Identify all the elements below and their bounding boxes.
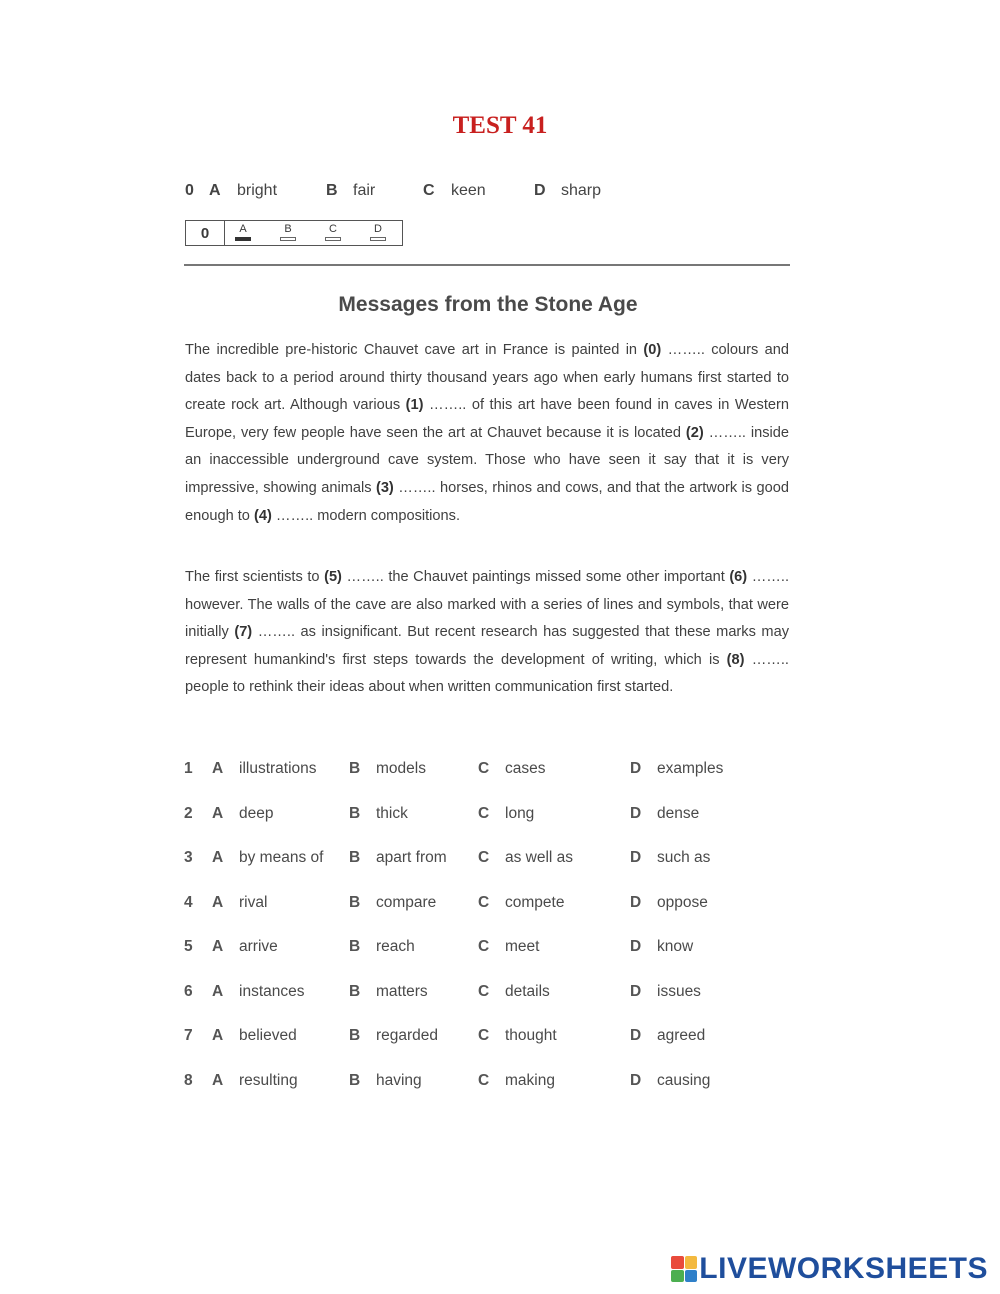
gap-number: (5) xyxy=(324,569,342,585)
option-letter-b: B xyxy=(349,849,361,866)
option-a: by means of xyxy=(239,849,324,866)
option-letter-b: B xyxy=(349,1071,361,1089)
gap-number: (4) xyxy=(253,507,272,524)
liveworksheets-brand xyxy=(671,1252,988,1286)
option-b: thick xyxy=(376,804,408,822)
option-letter-c: C xyxy=(478,982,490,1000)
brand-name: LIVEWORKSHEETS xyxy=(699,1252,988,1285)
option-a: arrive xyxy=(239,938,278,955)
question-number: 1 xyxy=(184,760,193,777)
answer-box-mark xyxy=(280,237,296,241)
answer-box-number: 0 xyxy=(186,221,225,245)
option-a: believed xyxy=(239,1027,297,1044)
option-c: details xyxy=(505,982,550,1000)
option-d: know xyxy=(657,938,694,955)
question-number: 2 xyxy=(184,804,193,822)
example-number: 0 xyxy=(185,182,194,199)
gap-number: (7) xyxy=(234,624,253,641)
example-option-d: sharp xyxy=(561,182,602,199)
option-d: oppose xyxy=(657,893,708,911)
gap-number: (3) xyxy=(375,479,394,496)
logo-square xyxy=(671,1270,684,1283)
option-letter-a: A xyxy=(212,982,224,1000)
option-d: examples xyxy=(657,760,724,777)
option-b: reach xyxy=(376,938,415,955)
option-c: meet xyxy=(505,938,540,955)
option-letter-d: D xyxy=(630,760,642,777)
option-letter-a: A xyxy=(212,1027,224,1044)
gap-number: (8) xyxy=(726,651,745,668)
option-b: matters xyxy=(376,982,428,1000)
option-letter-c: C xyxy=(478,804,490,822)
example-option-a: bright xyxy=(237,182,278,199)
question-number: 7 xyxy=(184,1027,193,1044)
option-c: thought xyxy=(505,1027,557,1044)
option-letter-a: A xyxy=(212,760,224,777)
option-d: dense xyxy=(657,804,700,822)
gap-number: (2) xyxy=(685,424,704,441)
question-number: 6 xyxy=(184,982,193,1000)
logo-square xyxy=(685,1270,698,1283)
gap-number: (1) xyxy=(405,397,424,414)
example-letter-d: D xyxy=(534,182,546,199)
option-letter-d: D xyxy=(630,938,642,955)
logo-square xyxy=(685,1256,698,1269)
option-a: resulting xyxy=(239,1071,298,1089)
option-b: having xyxy=(376,1071,422,1089)
option-letter-b: B xyxy=(349,760,361,777)
answer-box-option-c xyxy=(323,223,343,241)
option-letter-d: D xyxy=(630,982,642,1000)
option-b: regarded xyxy=(376,1027,439,1044)
option-letter-c: C xyxy=(478,938,490,955)
option-letter-d: D xyxy=(630,1027,642,1044)
option-letter-a: A xyxy=(212,1071,224,1089)
option-d: agreed xyxy=(657,1027,706,1044)
page-title: TEST 41 xyxy=(452,112,548,139)
option-letter-c: C xyxy=(478,760,490,777)
answer-box-option-d xyxy=(368,223,388,241)
answer-box-option-b xyxy=(278,223,298,241)
option-letter-c: C xyxy=(478,893,490,911)
option-letter-d: D xyxy=(630,893,642,911)
option-letter-a: A xyxy=(212,893,224,911)
question-number: 8 xyxy=(184,1071,193,1089)
answer-box-letter: C xyxy=(329,223,337,235)
logo-square xyxy=(671,1256,684,1269)
option-b: apart from xyxy=(376,849,447,866)
option-letter-d: D xyxy=(630,804,642,822)
divider xyxy=(184,264,790,266)
option-letter-b: B xyxy=(349,938,361,955)
question-number: 3 xyxy=(184,849,193,866)
option-letter-a: A xyxy=(212,804,224,822)
passage-paragraph-2: The first scientists to (5) …….. the Chauvet paintings missed some other important (6) …….. however. The walls of the cave are also marked with a series of lines and symbols, that were initially (7) …….. as insignificant. But recent research has suggested that these marks may represent humankind's first steps towards the development of writing, which is (8) …….. people to rethink their ideas about when written communication first started. xyxy=(185,569,790,696)
liveworksheets-logo-icon xyxy=(671,1256,697,1282)
example-letter-b: B xyxy=(326,182,338,199)
option-letter-b: B xyxy=(349,1027,361,1044)
option-a: illustrations xyxy=(239,760,317,777)
gap-number: (6) xyxy=(729,569,748,585)
option-letter-a: A xyxy=(212,849,224,866)
example-letter-c: C xyxy=(423,182,435,199)
option-d: causing xyxy=(657,1071,711,1089)
answer-box-letter: B xyxy=(284,223,292,235)
gap-number: (0) xyxy=(643,342,662,358)
option-c: cases xyxy=(505,760,546,777)
option-letter-d: D xyxy=(630,849,642,866)
option-b: compare xyxy=(376,893,437,911)
option-a: rival xyxy=(239,893,268,911)
answer-box-mark xyxy=(235,237,251,241)
example-letter-a: A xyxy=(209,182,221,199)
option-letter-b: B xyxy=(349,804,361,822)
option-letter-d: D xyxy=(630,1071,642,1089)
option-letter-c: C xyxy=(478,1071,490,1089)
option-d: issues xyxy=(657,982,701,1000)
option-c: compete xyxy=(505,893,565,911)
option-c: as well as xyxy=(505,849,574,866)
option-a: instances xyxy=(239,982,305,1000)
answer-box-letter: A xyxy=(239,223,247,235)
option-c: making xyxy=(505,1071,555,1089)
answer-box-mark xyxy=(325,237,341,241)
example-option-b: fair xyxy=(353,182,376,199)
passage-heading: Messages from the Stone Age xyxy=(338,293,638,316)
option-d: such as xyxy=(657,849,711,866)
question-number: 5 xyxy=(184,938,193,955)
option-a: deep xyxy=(239,804,274,822)
example-answer-box xyxy=(185,220,403,246)
option-letter-b: B xyxy=(349,982,361,1000)
option-c: long xyxy=(505,804,535,822)
option-b: models xyxy=(376,760,426,777)
example-option-c: keen xyxy=(451,182,486,199)
answer-box-mark xyxy=(370,237,386,241)
answer-box-letter: D xyxy=(374,223,382,235)
question-number: 4 xyxy=(184,893,193,911)
option-letter-a: A xyxy=(212,938,224,955)
passage-paragraph-1: The incredible pre-historic Chauvet cave art in France is painted in (0) …….. colours and dates back to a period around thirty thousand years ago when early humans first started to create rock art. Although various (1) …….. of this art have been found in caves in Western Europe, very few people have seen the art at Chauvet because it is located (2) …….. inside an inaccessible underground cave system. Those who have seen it say that it is very impressive, showing animals (3) …….. horses, rhinos and cows, and that the artwork is good enough to (4) …….. modern compositions. xyxy=(185,342,790,524)
answer-box-option-a xyxy=(233,223,253,241)
option-letter-b: B xyxy=(349,893,361,911)
option-letter-c: C xyxy=(478,849,490,866)
option-letter-c: C xyxy=(478,1027,490,1044)
